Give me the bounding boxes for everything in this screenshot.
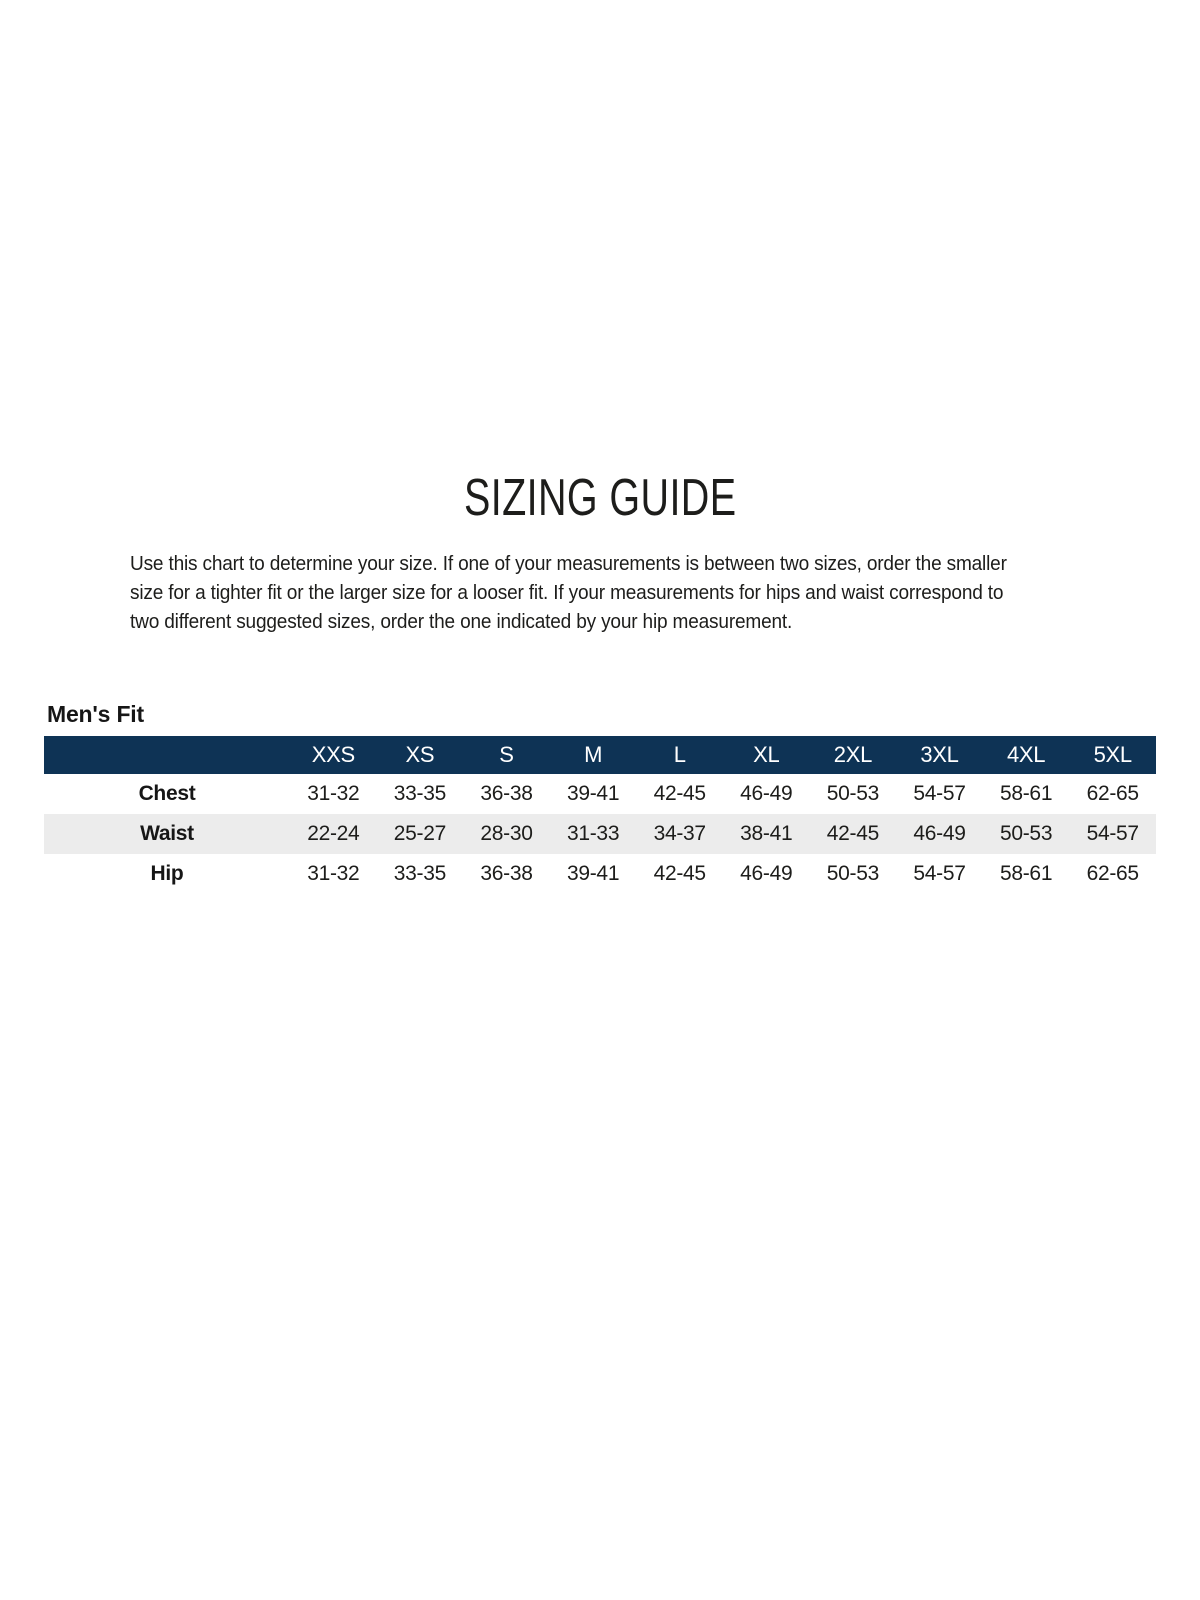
hip-xl-cell: 46-49 xyxy=(740,862,793,885)
chest-m-cell: 39-41 xyxy=(566,782,620,805)
waist-4xl-cell: 50-53 xyxy=(999,822,1053,845)
size-header-l: L xyxy=(673,742,686,767)
chest-2xl-cell: 50-53 xyxy=(826,782,879,805)
section-label-mens-fit: Men's Fit xyxy=(47,701,144,727)
chest-5xl-cell: 62-65 xyxy=(1086,782,1139,805)
mens-fit-size-table xyxy=(44,736,1156,894)
size-header-s: S xyxy=(499,742,514,767)
page-title xyxy=(0,468,1200,528)
intro-line-2: size for a tighter fit or the larger size for a looser fit. If your measurements for hips and waist correspond to xyxy=(130,581,1004,604)
waist-s-cell: 28-30 xyxy=(480,822,533,845)
waist-5xl-cell: 54-57 xyxy=(1086,822,1139,845)
intro-paragraph xyxy=(130,549,1007,636)
size-header-2xl: 2XL xyxy=(833,742,873,767)
hip-m-cell: 39-41 xyxy=(566,862,620,885)
size-header-xxs: XXS xyxy=(311,742,355,767)
table-row-chest xyxy=(44,774,1156,814)
chest-l-cell: 42-45 xyxy=(653,782,706,805)
size-header-xl: XL xyxy=(753,742,780,767)
intro-line-3: two different suggested sizes, order the one indicated by your hip measurement. xyxy=(130,610,793,633)
hip-4xl-cell: 58-61 xyxy=(999,862,1053,885)
waist-3xl-cell: 46-49 xyxy=(913,822,966,845)
hip-l-cell: 42-45 xyxy=(653,862,706,885)
chest-xs-cell: 33-35 xyxy=(393,782,446,805)
waist-xxs-cell: 22-24 xyxy=(307,822,360,845)
hip-5xl-cell: 62-65 xyxy=(1086,862,1139,885)
hip-xxs-cell: 31-32 xyxy=(307,862,360,885)
intro-line-1: Use this chart to determine your size. If one of your measurements is between two sizes, order the smaller xyxy=(130,552,1007,575)
hip-3xl-cell: 54-57 xyxy=(913,862,966,885)
waist-m-cell: 31-33 xyxy=(566,822,620,845)
waist-xs-cell: 25-27 xyxy=(393,822,446,845)
waist-l-cell: 34-37 xyxy=(653,822,706,845)
row-label-waist: Waist xyxy=(140,822,194,845)
hip-2xl-cell: 50-53 xyxy=(826,862,879,885)
row-label-hip: Hip xyxy=(150,862,184,885)
hip-xs-cell: 33-35 xyxy=(393,862,446,885)
size-header-xs: XS xyxy=(405,742,435,767)
waist-xl-cell: 38-41 xyxy=(740,822,793,845)
table-row-waist xyxy=(44,814,1156,854)
waist-2xl-cell: 42-45 xyxy=(826,822,879,845)
hip-s-cell: 36-38 xyxy=(480,862,533,885)
chest-xxs-cell: 31-32 xyxy=(307,782,360,805)
size-header-5xl: 5XL xyxy=(1093,742,1132,767)
table-row-hip xyxy=(44,854,1156,894)
chest-3xl-cell: 54-57 xyxy=(913,782,966,805)
size-header-3xl: 3XL xyxy=(920,742,959,767)
page-title-text: SIZING GUIDE xyxy=(463,469,737,527)
size-header-m: M xyxy=(584,742,603,767)
row-label-chest: Chest xyxy=(138,782,196,805)
size-header-row xyxy=(44,736,1156,774)
chest-xl-cell: 46-49 xyxy=(740,782,793,805)
chest-s-cell: 36-38 xyxy=(480,782,533,805)
chest-4xl-cell: 58-61 xyxy=(999,782,1053,805)
size-header-4xl: 4XL xyxy=(1006,742,1046,767)
